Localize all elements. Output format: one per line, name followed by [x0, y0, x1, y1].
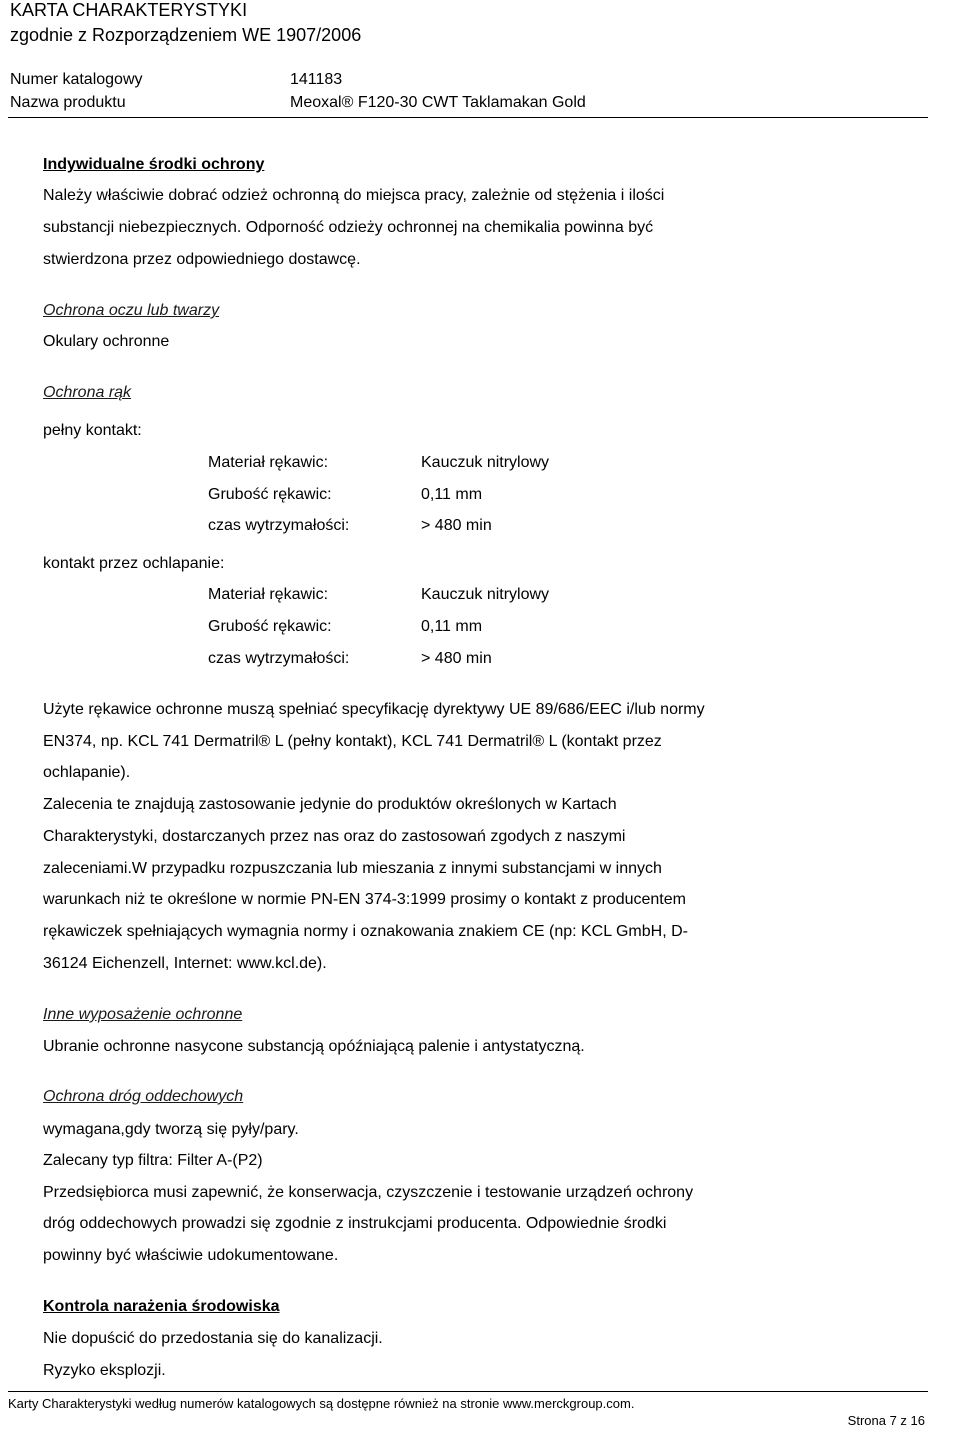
glove-note-line: 36124 Eichenzell, Internet: www.kcl.de). — [43, 955, 327, 972]
footer-divider — [8, 1391, 928, 1392]
glove-note-line: zaleceniami.W przypadku rozpuszczania lub mieszania z innymi substancjami w innych — [43, 860, 662, 877]
catalog-number-value: 141183 — [290, 71, 343, 88]
glove-material-label: Materiał rękawic: — [208, 454, 329, 471]
environment-line: Nie dopuścić do przedostania się do kanalizacji. — [43, 1330, 383, 1347]
document-title: KARTA CHARAKTERYSTYKI — [10, 0, 248, 20]
individual-protection-line: Należy właściwie dobrać odzież ochronną do miejsca pracy, zależnie od stężenia i ilości — [43, 187, 665, 204]
environment-line: Ryzyko eksplozji. — [43, 1362, 166, 1379]
catalog-number-label: Numer katalogowy — [10, 71, 143, 88]
glove-note-line: Zalecenia te znajdują zastosowanie jedynie do produktów określonych w Kartach — [43, 796, 617, 813]
header-divider — [8, 117, 928, 118]
eye-protection-text: Okulary ochronne — [43, 333, 170, 350]
respiratory-protection-heading: Ochrona dróg oddechowych — [43, 1088, 244, 1105]
breakthrough-time-value: > 480 min — [421, 517, 492, 534]
respiratory-line: Zalecany typ filtra: Filter A-(P2) — [43, 1152, 263, 1169]
page-number: Strona 7 z 16 — [847, 1413, 925, 1428]
other-equipment-heading: Inne wyposażenie ochronne — [43, 1006, 243, 1023]
eye-protection-heading: Ochrona oczu lub twarzy — [43, 302, 220, 319]
glove-material-value: Kauczuk nitrylowy — [421, 586, 550, 603]
product-name-value: Meoxal® F120-30 CWT Taklamakan Gold — [290, 94, 586, 111]
hand-protection-heading: Ochrona rąk — [43, 384, 132, 401]
glove-note-line: ochlapanie). — [43, 764, 131, 781]
splash-contact-label: kontakt przez ochlapanie: — [43, 555, 225, 572]
environment-exposure-heading: Kontrola narażenia środowiska — [43, 1298, 280, 1315]
glove-thickness-label: Grubość rękawic: — [208, 486, 332, 503]
glove-note-line: warunkach niż te określone w normie PN-EN 374-3:1999 prosimy o kontakt z producentem — [43, 891, 686, 908]
glove-thickness-value: 0,11 mm — [421, 486, 483, 503]
full-contact-label: pełny kontakt: — [43, 422, 142, 439]
respiratory-line: powinny być właściwie udokumentowane. — [43, 1247, 339, 1264]
breakthrough-time-label: czas wytrzymałości: — [208, 517, 350, 534]
glove-note-line: rękawiczek spełniających wymagnia normy i oznakowania znakiem CE (np: KCL GmbH, D- — [43, 923, 688, 940]
glove-material-value: Kauczuk nitrylowy — [421, 454, 550, 471]
glove-thickness-label: Grubość rękawic: — [208, 618, 332, 635]
product-name-label: Nazwa produktu — [10, 94, 126, 111]
glove-note-line: Użyte rękawice ochronne muszą spełniać specyfikację dyrektywy UE 89/686/EEC i/lub normy — [43, 701, 705, 718]
glove-thickness-value: 0,11 mm — [421, 618, 483, 635]
footer-note: Karty Charakterystyki według numerów katalogowych są dostępne również na stronie www.merckgroup.com. — [8, 1396, 635, 1411]
respiratory-line: Przedsiębiorca musi zapewnić, że konserwacja, czyszczenie i testowanie urządzeń ochrony — [43, 1184, 694, 1201]
respiratory-line: dróg oddechowych prowadzi się zgodnie z instrukcjami producenta. Odpowiednie środki — [43, 1215, 667, 1232]
individual-protection-heading: Indywidualne środki ochrony — [43, 156, 265, 173]
document-subtitle: zgodnie z Rozporządzeniem WE 1907/2006 — [10, 25, 362, 45]
individual-protection-line: substancji niebezpiecznych. Odporność odzieży ochronnej na chemikalia powinna być — [43, 219, 654, 236]
glove-material-label: Materiał rękawic: — [208, 586, 329, 603]
breakthrough-time-value: > 480 min — [421, 650, 492, 667]
respiratory-line: wymagana,gdy tworzą się pyły/pary. — [43, 1121, 299, 1138]
other-equipment-text: Ubranie ochronne nasycone substancją opóźniającą palenie i antystatyczną. — [43, 1038, 585, 1055]
individual-protection-line: stwierdzona przez odpowiedniego dostawcę. — [43, 251, 361, 268]
breakthrough-time-label: czas wytrzymałości: — [208, 650, 350, 667]
glove-note-line: Charakterystyki, dostarczanych przez nas oraz do zastosowań zgodych z naszymi — [43, 828, 626, 845]
glove-note-line: EN374, np. KCL 741 Dermatril® L (pełny kontakt), KCL 741 Dermatril® L (kontakt przez — [43, 733, 662, 750]
